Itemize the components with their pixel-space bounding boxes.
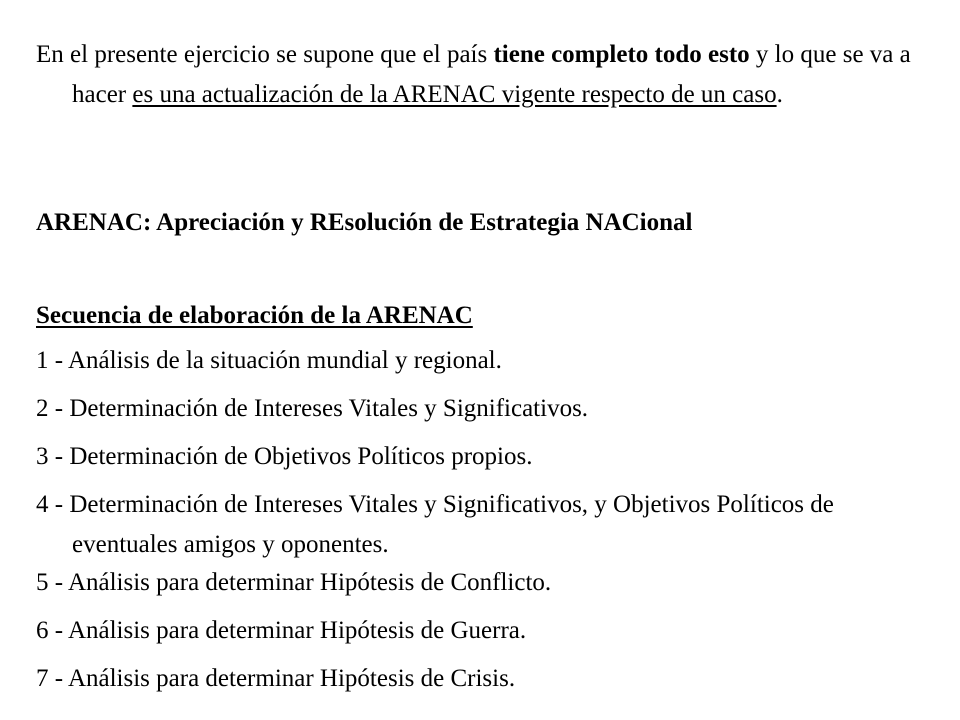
intro-text-middle: y lo que se va a hacer xyxy=(72,41,911,108)
sequence-step-3: 3 - Determinación de Objetivos Políticos propios. xyxy=(36,443,533,470)
sequence-step-1: 1 - Análisis de la situación mundial y regional. xyxy=(36,347,502,374)
sequence-step-2: 2 - Determinación de Intereses Vitales y Significativos. xyxy=(36,395,589,422)
intro-text-start: En el presente ejercicio se supone que el país xyxy=(36,41,494,68)
intro-bold-text: tiene completo todo esto xyxy=(493,41,750,68)
intro-paragraph xyxy=(36,35,926,115)
sequence-step-6: 6 - Análisis para determinar Hipótesis de Guerra. xyxy=(36,617,527,644)
sequence-step-7: 7 - Análisis para determinar Hipótesis de Crisis. xyxy=(36,665,516,692)
intro-underlined-text: es una actualización de la ARENAC vigente respecto de un caso xyxy=(132,81,777,108)
intro-text-end: . xyxy=(776,81,783,108)
sequence-step-5: 5 - Análisis para determinar Hipótesis de Conflicto. xyxy=(36,569,552,596)
sequence-heading: Secuencia de elaboración de la ARENAC xyxy=(36,302,473,329)
sequence-step-4: 4 - Determinación de Intereses Vitales y Significativos, y Objetivos Políticos de eventuales amigos y oponentes. xyxy=(36,491,834,558)
arenac-definition: ARENAC: Apreciación y REsolución de Estrategia NACional xyxy=(36,209,693,236)
